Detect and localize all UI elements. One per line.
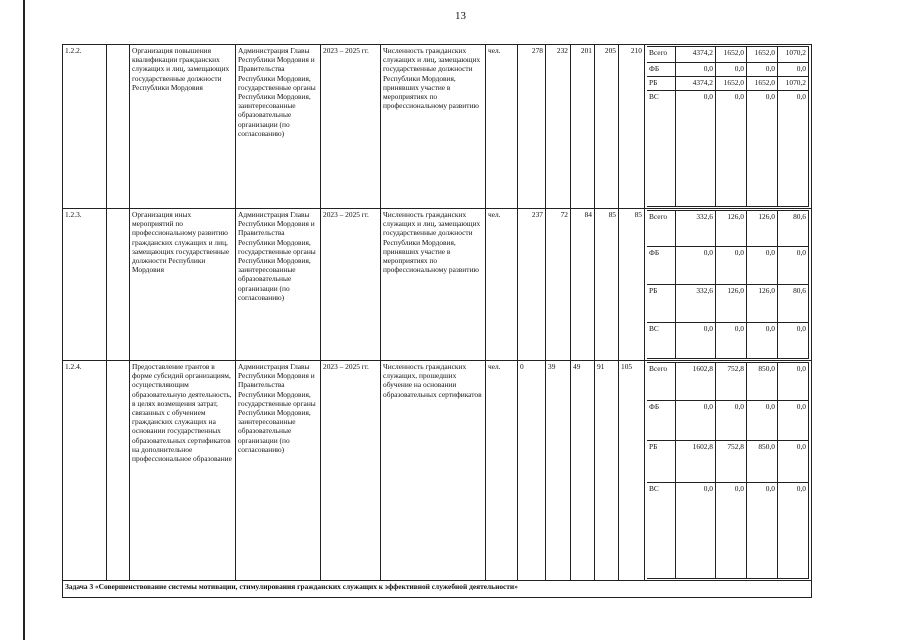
finance-source: Всего [647, 47, 676, 63]
finance-2023: 0,0 [716, 483, 747, 579]
binding-line [23, 0, 25, 640]
row-value: 201 [571, 45, 595, 209]
finance-2024: 0,0 [747, 323, 778, 359]
finance-total: 4374,2 [676, 77, 716, 91]
row-blank [107, 361, 130, 581]
finance-total: 4374,2 [676, 47, 716, 63]
finance-table [647, 362, 809, 579]
finance-2024: 0,0 [747, 483, 778, 579]
finance-2024: 0,0 [747, 401, 778, 441]
row-indicator: Численность гражданских служащих и лиц, замещающих государственные должности Республики Мордовия, принявших участие в мероприятиях по профессиональному развитию [381, 45, 486, 209]
row-value: 39 [546, 361, 571, 581]
finance-2024: 0,0 [747, 247, 778, 285]
finance-total: 0,0 [676, 63, 716, 77]
task-heading: Задача 3 «Совершенствование системы мотивации, стимулирования гражданских служащих к эффективной служебной деятельности» [63, 581, 812, 598]
finance-2025: 1070,2 [778, 77, 809, 91]
finance-2025: 0,0 [778, 401, 809, 441]
finance-2023: 0,0 [716, 247, 747, 285]
row-measure: Предоставление грантов в форме субсидий организациям, осуществляющим образовательную деятельность, в целях возмещения затрат, связанных с обучением гражданских служащих на основании государственных образовательных сертификатов на дополнительное профессиональное образование [130, 361, 236, 581]
row-unit: чел. [486, 45, 518, 209]
row-value: 105 [619, 361, 645, 581]
finance-2023: 126,0 [716, 285, 747, 323]
finance-row [647, 483, 809, 579]
finance-2023: 126,0 [716, 211, 747, 247]
row-executor: Администрация Главы Республики Мордовия и Правительства Республики Мордовия, государственные органы Республики Мордовия, заинтересованные образовательные организации (по согласованию) [236, 361, 321, 581]
row-value: 84 [571, 209, 595, 361]
row-blank [107, 45, 130, 209]
finance-2023: 1652,0 [716, 47, 747, 63]
finance-row [647, 47, 809, 63]
finance-cell [645, 45, 812, 209]
row-executor: Администрация Главы Республики Мордовия и Правительства Республики Мордовия, государственные органы Республики Мордовия, заинтересованные образовательные организации (по согласованию) [236, 45, 321, 209]
finance-row [647, 91, 809, 207]
finance-2025: 0,0 [778, 323, 809, 359]
finance-2024: 1652,0 [747, 77, 778, 91]
finance-2024: 850,0 [747, 441, 778, 483]
finance-total: 332,6 [676, 285, 716, 323]
finance-total: 0,0 [676, 401, 716, 441]
finance-source: ФБ [647, 401, 676, 441]
finance-source: РБ [647, 285, 676, 323]
row-period: 2023 – 2025 гг. [321, 361, 381, 581]
task-row [63, 581, 812, 598]
finance-row [647, 211, 809, 247]
finance-2023: 752,8 [716, 441, 747, 483]
finance-total: 1602,8 [676, 441, 716, 483]
finance-source: РБ [647, 77, 676, 91]
finance-row [647, 285, 809, 323]
row-value: 85 [619, 209, 645, 361]
finance-row [647, 63, 809, 77]
finance-2023: 752,8 [716, 363, 747, 401]
finance-source: ФБ [647, 63, 676, 77]
finance-2025: 1070,2 [778, 47, 809, 63]
table-row [63, 209, 812, 361]
finance-total: 0,0 [676, 247, 716, 285]
finance-table [647, 210, 809, 359]
finance-table [647, 46, 809, 207]
finance-row [647, 363, 809, 401]
finance-row [647, 77, 809, 91]
finance-2024: 0,0 [747, 91, 778, 207]
row-unit: чел. [486, 209, 518, 361]
finance-source: ВС [647, 91, 676, 207]
finance-2025: 0,0 [778, 483, 809, 579]
row-code: 1.2.4. [63, 361, 107, 581]
row-blank [107, 209, 130, 361]
row-value: 237 [518, 209, 546, 361]
finance-2023: 0,0 [716, 323, 747, 359]
row-value: 49 [571, 361, 595, 581]
row-value: 205 [595, 45, 619, 209]
finance-total: 0,0 [676, 483, 716, 579]
finance-2025: 0,0 [778, 363, 809, 401]
page-number: 13 [455, 10, 466, 22]
row-code: 1.2.3. [63, 209, 107, 361]
finance-cell [645, 209, 812, 361]
finance-source: ВС [647, 483, 676, 579]
table-row [63, 45, 812, 209]
row-value: 85 [595, 209, 619, 361]
row-value: 0 [518, 361, 546, 581]
finance-row [647, 323, 809, 359]
finance-total: 332,6 [676, 211, 716, 247]
program-table [62, 44, 812, 598]
row-code: 1.2.2. [63, 45, 107, 209]
row-value: 210 [619, 45, 645, 209]
finance-2024: 850,0 [747, 363, 778, 401]
finance-2023: 1652,0 [716, 77, 747, 91]
row-indicator: Численность гражданских служащих, прошедших обучение на основании образовательных сертификатов [381, 361, 486, 581]
row-unit: чел. [486, 361, 518, 581]
finance-total: 0,0 [676, 323, 716, 359]
row-measure: Организация иных мероприятий по профессиональному развитию гражданских служащих и лиц, замещающих государственные должности Республики Мордовия [130, 209, 236, 361]
row-period: 2023 – 2025 гг. [321, 45, 381, 209]
finance-2023: 0,0 [716, 401, 747, 441]
row-measure: Организация повышения квалификации гражданских служащих и лиц, замещающих государственные должности Республики Мордовия [130, 45, 236, 209]
finance-cell [645, 361, 812, 581]
row-value: 91 [595, 361, 619, 581]
finance-2025: 80,6 [778, 285, 809, 323]
finance-row [647, 441, 809, 483]
finance-2024: 126,0 [747, 285, 778, 323]
finance-source: Всего [647, 211, 676, 247]
finance-2025: 80,6 [778, 211, 809, 247]
finance-row [647, 247, 809, 285]
finance-2024: 126,0 [747, 211, 778, 247]
finance-2023: 0,0 [716, 63, 747, 77]
finance-2025: 0,0 [778, 63, 809, 77]
finance-total: 1602,8 [676, 363, 716, 401]
finance-2025: 0,0 [778, 247, 809, 285]
row-value: 232 [546, 45, 571, 209]
finance-row [647, 401, 809, 441]
finance-2024: 0,0 [747, 63, 778, 77]
finance-source: РБ [647, 441, 676, 483]
row-period: 2023 – 2025 гг. [321, 209, 381, 361]
row-executor: Администрация Главы Республики Мордовия и Правительства Республики Мордовия, государственные органы Республики Мордовия, заинтересованные образовательные организации (по согласованию) [236, 209, 321, 361]
finance-2024: 1652,0 [747, 47, 778, 63]
finance-total: 0,0 [676, 91, 716, 207]
finance-2025: 0,0 [778, 91, 809, 207]
finance-source: ФБ [647, 247, 676, 285]
table-row [63, 361, 812, 581]
row-value: 278 [518, 45, 546, 209]
row-indicator: Численность гражданских служащих и лиц, замещающих государственные должности Республики Мордовия, принявших участие в мероприятиях по профессиональному развитию [381, 209, 486, 361]
finance-source: Всего [647, 363, 676, 401]
finance-source: ВС [647, 323, 676, 359]
row-value: 72 [546, 209, 571, 361]
finance-2025: 0,0 [778, 441, 809, 483]
finance-2023: 0,0 [716, 91, 747, 207]
